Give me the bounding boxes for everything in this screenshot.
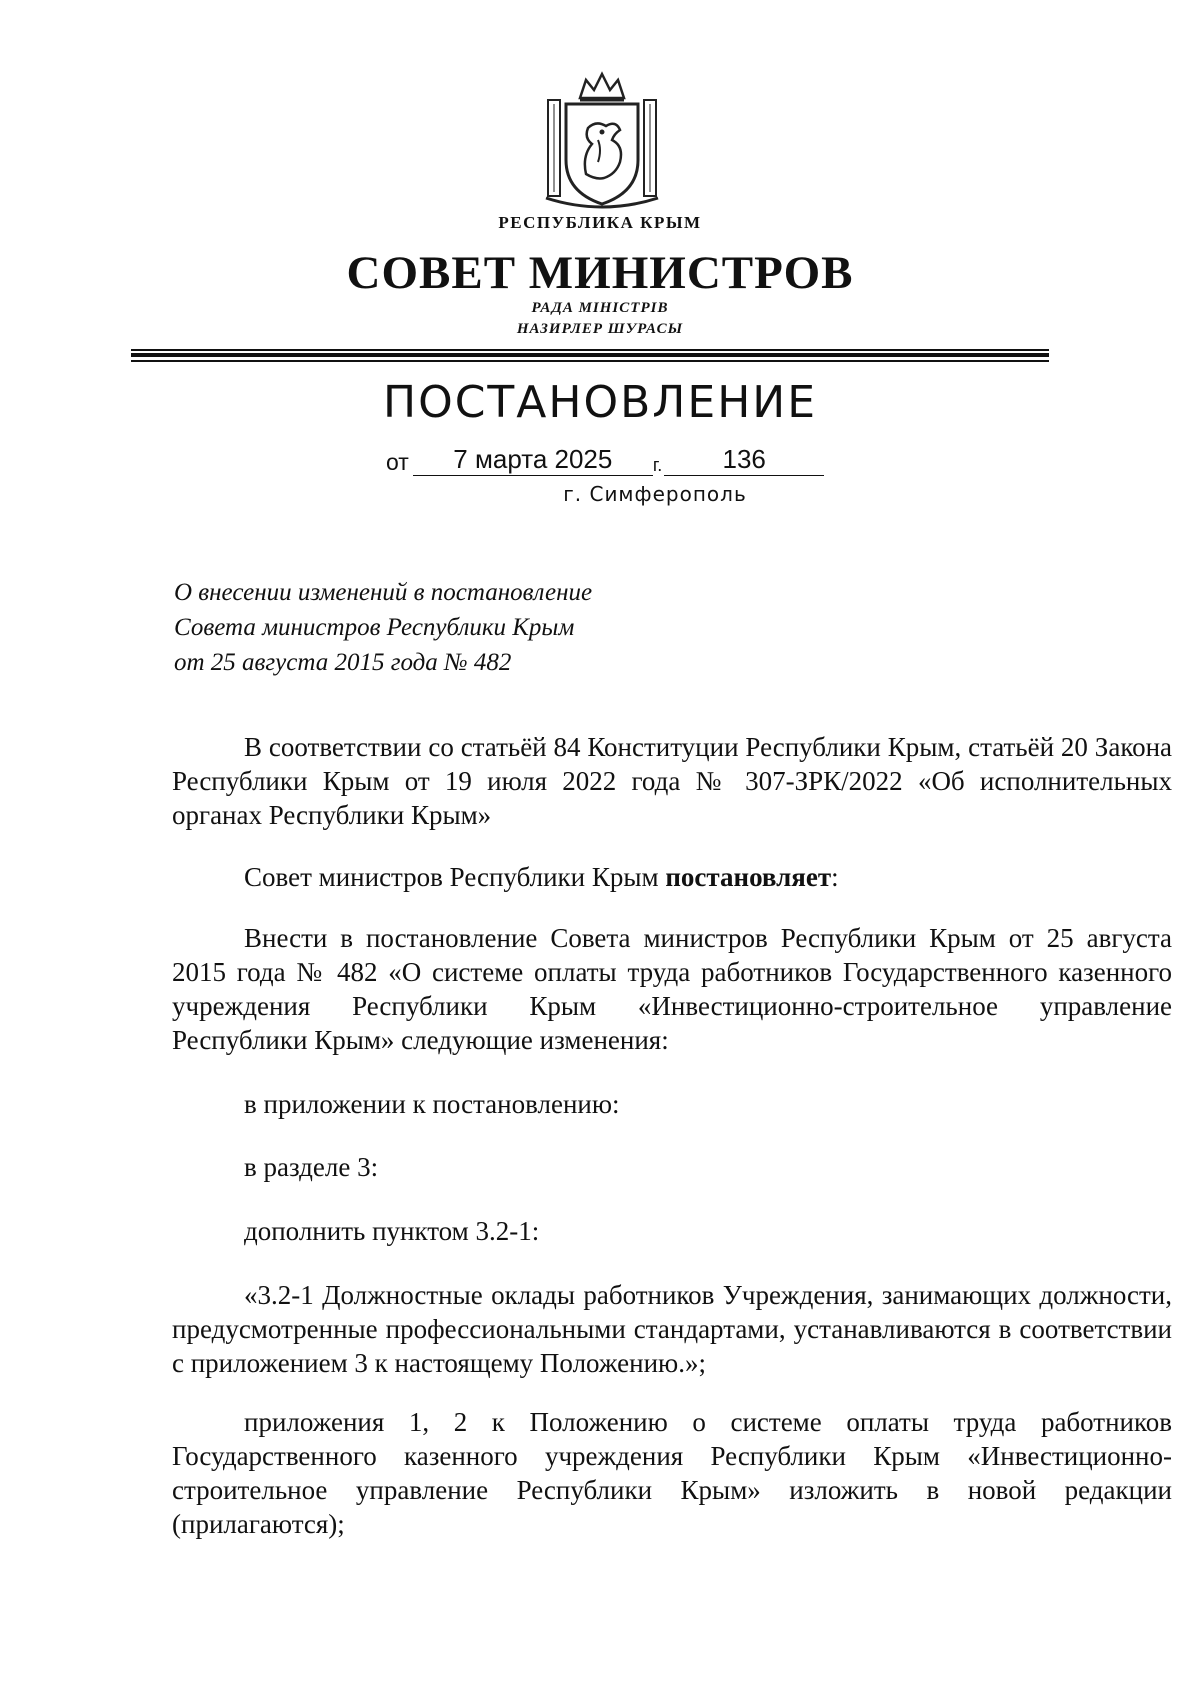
subject-line: от 25 августа 2015 года № 482 (174, 649, 512, 676)
republic-label: РЕСПУБЛИКА КРЫМ (498, 213, 702, 232)
clause-paragraph: «3.2-1 Должностные оклады работников Учреждения, занимающих должности, предусмотренные профессиональными стандартами, устанавливаются в соответствии с приложением 3 к настоящему Положению.»; (172, 1280, 1172, 1378)
resolution-paragraph (172, 860, 1172, 894)
decree-city: г. Симферополь (563, 482, 747, 506)
annexes-paragraph: приложения 1, 2 к Положению о системе оплаты труда работников Государственного казенного учреждения Республики Крым «Инвестиционно-строительное управление Республики Крым» изложить в новой редакции (прилагаются); (172, 1407, 1172, 1539)
header-divider (131, 349, 1049, 351)
council-title: СОВЕТ МИНИСТРОВ (346, 247, 854, 299)
subject-line: О внесении изменений в постановление (174, 579, 593, 606)
date-prefix: от (386, 449, 409, 475)
resolution-colon: : (831, 862, 839, 892)
header-divider (131, 360, 1049, 362)
decree-title: ПОСТАНОВЛЕНИЕ (382, 377, 817, 428)
decree-subject (174, 575, 592, 680)
coat-of-arms-icon (542, 70, 662, 210)
preamble-paragraph: В соответствии со статьёй 84 Конституции Республики Крым, статьёй 20 Закона Республики Крым от 19 июля 2022 года № 307-ЗРК/2022 «Об исполнительных органах Республики Крым» (172, 732, 1172, 830)
annex-paragraph: в приложении к постановлению: (244, 1089, 620, 1119)
council-title-ukrainian: РАДА МІНІСТРІВ (531, 300, 669, 316)
council-title-crimean-tatar: НАЗИРЛЕР ШУРАСЫ (516, 321, 684, 337)
section-paragraph: в разделе 3: (244, 1152, 379, 1182)
amendment-paragraph: Внести в постановление Совета министров Республики Крым от 25 августа 2015 года № 482 «О системе оплаты труда работников Государственного казенного учреждения Республики Крым «Инвестиционно-строительное управление Республики Крым» следующие изменения: (172, 923, 1172, 1055)
resolution-verb: постановляет (665, 862, 832, 892)
date-suffix: г. (652, 455, 663, 475)
addition-paragraph: дополнить пунктом 3.2-1: (244, 1216, 540, 1246)
resolution-text: Совет министров Республики Крым (244, 862, 666, 892)
header-divider (131, 353, 1049, 357)
decree-number: 136 (664, 444, 824, 476)
decree-date-line (386, 444, 824, 476)
subject-line: Совета министров Республики Крым (174, 614, 575, 641)
decree-date: 7 марта 2025 (413, 444, 653, 476)
